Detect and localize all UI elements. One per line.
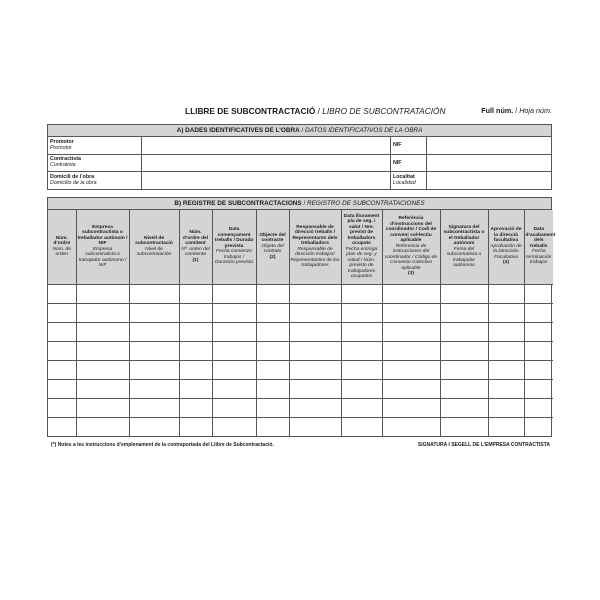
contractor-nif-label [391, 155, 427, 172]
table-cell[interactable] [179, 341, 212, 360]
form-title [185, 106, 445, 116]
column-header-catalan: Data lliurament pla de seg. i salut / Nre. previst de treballadors ocupats [343, 213, 380, 246]
table-cell[interactable] [256, 322, 289, 341]
contractor-label [48, 155, 142, 172]
column-header [488, 210, 524, 285]
table-cell[interactable] [76, 303, 129, 322]
table-cell[interactable] [289, 398, 341, 417]
site-address-label-catalan: Domicili de l’obra [50, 173, 95, 180]
table-cell[interactable] [440, 341, 488, 360]
section-b-title [48, 198, 551, 210]
sheet-separator: / [513, 106, 520, 115]
table-cell[interactable] [256, 341, 289, 360]
table-cell[interactable] [524, 284, 553, 303]
promoter-field[interactable] [142, 137, 391, 154]
table-cell[interactable] [212, 341, 256, 360]
table-cell[interactable] [488, 417, 524, 436]
column-header [524, 210, 556, 285]
table-cell[interactable] [256, 417, 289, 436]
table-cell[interactable] [289, 322, 341, 341]
table-cell[interactable] [179, 284, 212, 303]
section-b-title-catalan: B) REGISTRE DE SUBCONTRACTACIONS [174, 199, 302, 207]
contractor-row [48, 155, 551, 173]
column-header-spanish: Objeto del contrato [261, 243, 284, 255]
column-header [256, 210, 289, 285]
section-a-title-catalan: A) DADES IDENTIFICATIVES DE L’OBRA [176, 127, 300, 134]
table-row [48, 398, 553, 417]
table-cell[interactable] [48, 379, 76, 398]
table-cell[interactable] [212, 398, 256, 417]
table-cell[interactable] [256, 360, 289, 379]
table-cell[interactable] [440, 322, 488, 341]
column-header-catalan: Objecte del contracte [259, 232, 286, 244]
table-cell[interactable] [488, 322, 524, 341]
instructions-note: (*) Notes a les instruccions d’emplenament de la contraportada del Llibre de Subcontractació. [51, 441, 274, 448]
table-cell[interactable] [129, 360, 179, 379]
table-cell[interactable] [212, 379, 256, 398]
table-cell[interactable] [382, 341, 440, 360]
site-address-label [48, 172, 142, 189]
table-cell[interactable] [48, 341, 76, 360]
table-cell[interactable] [382, 284, 440, 303]
locality-field[interactable] [427, 172, 551, 189]
table-cell[interactable] [212, 303, 256, 322]
table-row [48, 303, 553, 322]
column-header-spanish: Nº. orden del comitente [181, 246, 210, 257]
table-cell[interactable] [256, 284, 289, 303]
column-header-spanish: Fecha entrega plan de seg. y salud / Núm. previsto de trabajadores ocupados [345, 246, 378, 279]
column-header [76, 210, 129, 285]
contractor-label-spanish: Contratista [50, 162, 76, 169]
table-cell[interactable] [289, 379, 341, 398]
table-cell[interactable] [212, 360, 256, 379]
column-header [341, 210, 382, 285]
column-header-spanish: Núm. de orden [52, 246, 71, 257]
table-cell[interactable] [440, 398, 488, 417]
table-row [48, 379, 553, 398]
table-cell[interactable] [129, 322, 179, 341]
signature-label: SIGNATURA I SEGELL DE L’EMPRESA CONTRACTISTA [417, 441, 550, 448]
section-a-title [48, 125, 551, 137]
column-header [129, 210, 179, 285]
column-header-catalan: Nivell de subcontractació [135, 235, 173, 246]
table-cell[interactable] [48, 303, 76, 322]
table-cell[interactable] [341, 341, 382, 360]
section-a-separator: / [299, 127, 306, 134]
table-row [48, 322, 553, 341]
table-cell[interactable] [256, 398, 289, 417]
site-address-label-spanish: Domicilio de la obra [50, 179, 97, 186]
table-cell[interactable] [341, 379, 382, 398]
column-note-ref: (2) [269, 254, 276, 260]
table-cell[interactable] [524, 379, 553, 398]
column-header [48, 210, 76, 285]
subcontracting-register-table [48, 210, 556, 436]
table-cell[interactable] [440, 379, 488, 398]
table-cell[interactable] [48, 417, 76, 436]
column-header [382, 210, 440, 285]
column-header-catalan: Núm. d’ordre [53, 235, 71, 246]
table-cell[interactable] [256, 379, 289, 398]
locality-label [391, 172, 427, 189]
table-cell[interactable] [382, 322, 440, 341]
table-cell[interactable] [289, 360, 341, 379]
table-cell[interactable] [129, 303, 179, 322]
promoter-label-spanish: Promotor [50, 144, 72, 151]
table-cell[interactable] [488, 284, 524, 303]
contractor-nif-label-text: NIF [393, 159, 402, 166]
table-cell[interactable] [382, 360, 440, 379]
table-row [48, 284, 553, 303]
column-header-catalan: Núm. d’ordre del comitent [182, 230, 209, 246]
table-cell[interactable] [524, 398, 553, 417]
register-body [48, 284, 553, 436]
table-cell[interactable] [488, 360, 524, 379]
table-cell[interactable] [289, 341, 341, 360]
register-header-row [48, 210, 553, 285]
table-cell[interactable] [179, 379, 212, 398]
form-header [47, 100, 552, 122]
column-header-catalan: Empresa subcontractista o treballador autònom / NIF [77, 224, 128, 246]
column-header-spanish: Empresa subcontratista o trabajador autónomo / NIF [78, 246, 127, 268]
section-a-identification [47, 124, 552, 190]
table-cell[interactable] [488, 379, 524, 398]
column-header-spanish: Fecha terminación trabajos [526, 249, 552, 266]
table-cell[interactable] [48, 398, 76, 417]
table-cell[interactable] [341, 398, 382, 417]
promoter-nif-label [391, 137, 427, 154]
table-cell[interactable] [76, 379, 129, 398]
site-address-field[interactable] [142, 172, 391, 189]
contractor-field[interactable] [142, 155, 391, 172]
table-cell[interactable] [179, 398, 212, 417]
table-cell[interactable] [76, 360, 129, 379]
table-cell[interactable] [341, 360, 382, 379]
column-header-catalan: Signatura del subcontractista o el treballador autònom [443, 224, 485, 246]
table-row [48, 360, 553, 379]
table-cell[interactable] [524, 417, 553, 436]
table-cell[interactable] [382, 379, 440, 398]
section-a-title-spanish: DATOS IDENTIFICATIVOS DE LA OBRA [305, 127, 423, 134]
sheet-label-catalan: Full núm. [481, 106, 514, 115]
table-cell[interactable] [341, 303, 382, 322]
column-header-catalan: Data començament treballs / Durada prevista [214, 227, 254, 249]
table-cell[interactable] [382, 303, 440, 322]
table-cell[interactable] [488, 341, 524, 360]
column-header-catalan: Data d’acabament dels treballs [525, 227, 556, 249]
promoter-nif-field[interactable] [427, 137, 551, 154]
table-cell[interactable] [179, 322, 212, 341]
table-cell[interactable] [440, 417, 488, 436]
table-cell[interactable] [76, 398, 129, 417]
table-cell[interactable] [440, 360, 488, 379]
table-cell[interactable] [76, 284, 129, 303]
column-header-catalan: Aprovació de la direcció facultativa [490, 227, 522, 244]
column-header [289, 210, 341, 285]
table-cell[interactable] [48, 284, 76, 303]
section-b-title-spanish: REGISTRO DE SUBCONTRATACIONES [307, 199, 425, 207]
table-cell[interactable] [341, 284, 382, 303]
column-header [440, 210, 488, 285]
table-cell[interactable] [179, 417, 212, 436]
site-address-row [48, 172, 551, 189]
column-header [179, 210, 212, 285]
column-note-ref: (3) [408, 271, 414, 277]
column-header-spanish: Firma del subcontratista o trabajador autónomo [446, 246, 482, 268]
section-b-separator: / [301, 199, 307, 207]
table-cell[interactable] [488, 303, 524, 322]
column-header [212, 210, 256, 285]
column-note-ref: (4) [503, 260, 509, 266]
table-cell[interactable] [129, 398, 179, 417]
table-cell[interactable] [179, 360, 212, 379]
table-row [48, 417, 553, 436]
table-cell[interactable] [76, 341, 129, 360]
section-b-register [47, 197, 556, 437]
table-row [48, 341, 553, 360]
column-header-spanish: Responsable de dirección trabajos/ Representantes de los trabajadores [290, 246, 340, 268]
table-cell[interactable] [524, 341, 553, 360]
table-cell[interactable] [76, 417, 129, 436]
table-cell[interactable] [129, 341, 179, 360]
table-cell[interactable] [256, 303, 289, 322]
column-header-spanish: Nivel de subcontratación [136, 246, 172, 257]
table-cell[interactable] [524, 303, 553, 322]
table-cell[interactable] [382, 398, 440, 417]
locality-label-catalan: Localitat [393, 173, 415, 180]
table-cell[interactable] [129, 379, 179, 398]
table-cell[interactable] [289, 417, 341, 436]
column-header-catalan: Referència d’instruccions del coordinador / Codi de conveni col•lectiu aplicable [385, 216, 437, 244]
form-page [47, 100, 556, 452]
promoter-nif-label-text: NIF [393, 142, 402, 149]
promoter-label-catalan: Promotor [50, 138, 74, 145]
column-header-spanish: Aprobación de la Dirección Facultativa [490, 243, 522, 260]
table-cell[interactable] [212, 417, 256, 436]
table-cell[interactable] [48, 322, 76, 341]
table-cell[interactable] [341, 417, 382, 436]
title-catalan: LLIBRE DE SUBCONTRACTACIÓ [185, 106, 316, 116]
form-footer [47, 442, 552, 452]
sheet-label-spanish: Hoja núm. [519, 106, 552, 115]
table-cell[interactable] [440, 284, 488, 303]
locality-label-spanish: Localidad [393, 179, 416, 186]
promoter-row [48, 137, 551, 155]
title-spanish: LIBRO DE SUBCONTRATACIÓN [322, 106, 446, 116]
table-cell[interactable] [289, 284, 341, 303]
table-cell[interactable] [440, 303, 488, 322]
table-cell[interactable] [48, 360, 76, 379]
table-cell[interactable] [524, 360, 553, 379]
table-cell[interactable] [382, 417, 440, 436]
column-header-catalan: Responsable de direcció treballs / Representants dels treballadors [292, 224, 338, 246]
column-note-ref: (1) [192, 257, 199, 263]
table-cell[interactable] [129, 417, 179, 436]
table-cell[interactable] [524, 322, 553, 341]
table-cell[interactable] [341, 322, 382, 341]
table-cell[interactable] [212, 284, 256, 303]
promoter-label [48, 137, 142, 154]
table-cell[interactable] [179, 303, 212, 322]
table-cell[interactable] [76, 322, 129, 341]
column-header-spanish: Fecha comienzo trabajos / Duración prevista [214, 249, 254, 266]
contractor-nif-field[interactable] [427, 155, 551, 172]
column-header-spanish: Referencia de instrucciones del coordinador / Código de Convenio Colectivo aplicable [384, 243, 438, 271]
sheet-number-label [481, 106, 552, 115]
table-cell[interactable] [289, 303, 341, 322]
title-separator: / [315, 106, 323, 116]
contractor-label-catalan: Contractista [50, 156, 81, 162]
table-cell[interactable] [488, 398, 524, 417]
table-cell[interactable] [129, 284, 179, 303]
table-cell[interactable] [212, 322, 256, 341]
